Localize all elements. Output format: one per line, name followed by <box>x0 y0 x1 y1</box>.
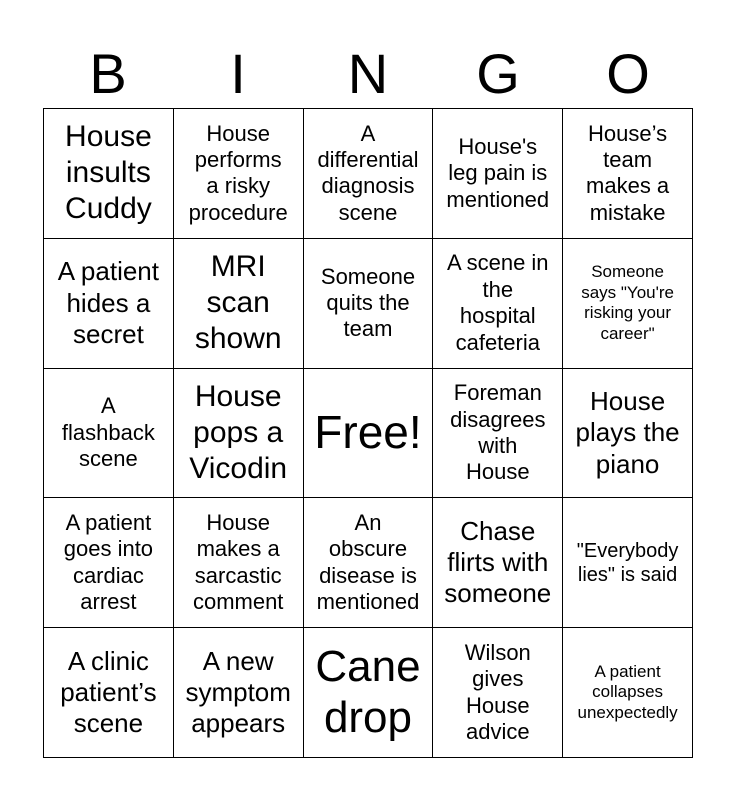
cell-text: Someone says "You're risking your career" <box>581 262 674 343</box>
cell-text: Foreman disagrees with House <box>450 380 546 485</box>
bingo-cell[interactable] <box>563 628 693 758</box>
cell-text: A new symptom appears <box>185 645 291 739</box>
cell-text: Free! <box>314 406 422 459</box>
cell-text: Chase flirts with someone <box>444 516 552 609</box>
header-letter-n: N <box>347 42 389 105</box>
cell-text: A flashback scene <box>61 393 155 472</box>
cell-text: "Everybody lies" is said <box>576 539 679 586</box>
bingo-cell[interactable] <box>433 369 563 499</box>
bingo-cell[interactable] <box>433 498 563 628</box>
cell-text: House pops a Vicodin <box>189 379 288 485</box>
cell-text: House performs a risky procedure <box>188 120 288 225</box>
cell-text: A patient hides a secret <box>57 256 159 349</box>
cell-text: A scene in the hospital cafeteria <box>447 250 549 355</box>
cell-text: House plays the piano <box>575 386 680 479</box>
bingo-cell[interactable] <box>44 109 174 239</box>
cell-text: A patient goes into cardiac arrest <box>63 510 154 615</box>
bingo-cell[interactable] <box>174 109 304 239</box>
bingo-cell[interactable] <box>174 239 304 369</box>
cell-text: A patient collapses unexpectedly <box>577 662 678 722</box>
cell-text: House’s team makes a mistake <box>586 120 670 225</box>
bingo-cell[interactable] <box>563 109 693 239</box>
cell-text: House insults Cuddy <box>65 120 152 226</box>
bingo-cell[interactable] <box>304 628 434 758</box>
header-letter-i: I <box>230 42 246 105</box>
bingo-cell[interactable] <box>44 239 174 369</box>
bingo-cell[interactable] <box>563 369 693 499</box>
cell-text: Wilson gives House advice <box>464 639 531 744</box>
cell-text: MRI scan shown <box>194 250 282 356</box>
bingo-header <box>43 40 693 108</box>
bingo-cell[interactable] <box>44 498 174 628</box>
bingo-cell[interactable] <box>44 369 174 499</box>
bingo-cell[interactable] <box>304 109 434 239</box>
bingo-cell[interactable] <box>433 109 563 239</box>
bingo-cell[interactable] <box>563 239 693 369</box>
bingo-cell[interactable] <box>433 239 563 369</box>
bingo-cell[interactable] <box>563 498 693 628</box>
cell-text: A differential diagnosis scene <box>317 120 419 225</box>
cell-text: Someone quits the team <box>320 263 416 342</box>
cell-text: A clinic patient’s scene <box>60 645 157 739</box>
cell-text: House makes a sarcastic comment <box>192 510 284 615</box>
cell-text: Cane drop <box>315 642 421 742</box>
header-letter-b: B <box>89 42 127 105</box>
bingo-cell[interactable] <box>304 498 434 628</box>
header-letter-g: G <box>476 42 520 105</box>
cell-text: House's leg pain is mentioned <box>446 133 550 212</box>
free-space-cell[interactable] <box>304 369 434 499</box>
header-letter-o: O <box>606 42 650 105</box>
bingo-cell[interactable] <box>44 628 174 758</box>
bingo-cell[interactable] <box>304 239 434 369</box>
bingo-cell[interactable] <box>174 369 304 499</box>
bingo-cell[interactable] <box>174 628 304 758</box>
bingo-card-grid <box>43 108 693 758</box>
bingo-cell[interactable] <box>174 498 304 628</box>
cell-text: An obscure disease is mentioned <box>316 510 420 615</box>
bingo-cell[interactable] <box>433 628 563 758</box>
